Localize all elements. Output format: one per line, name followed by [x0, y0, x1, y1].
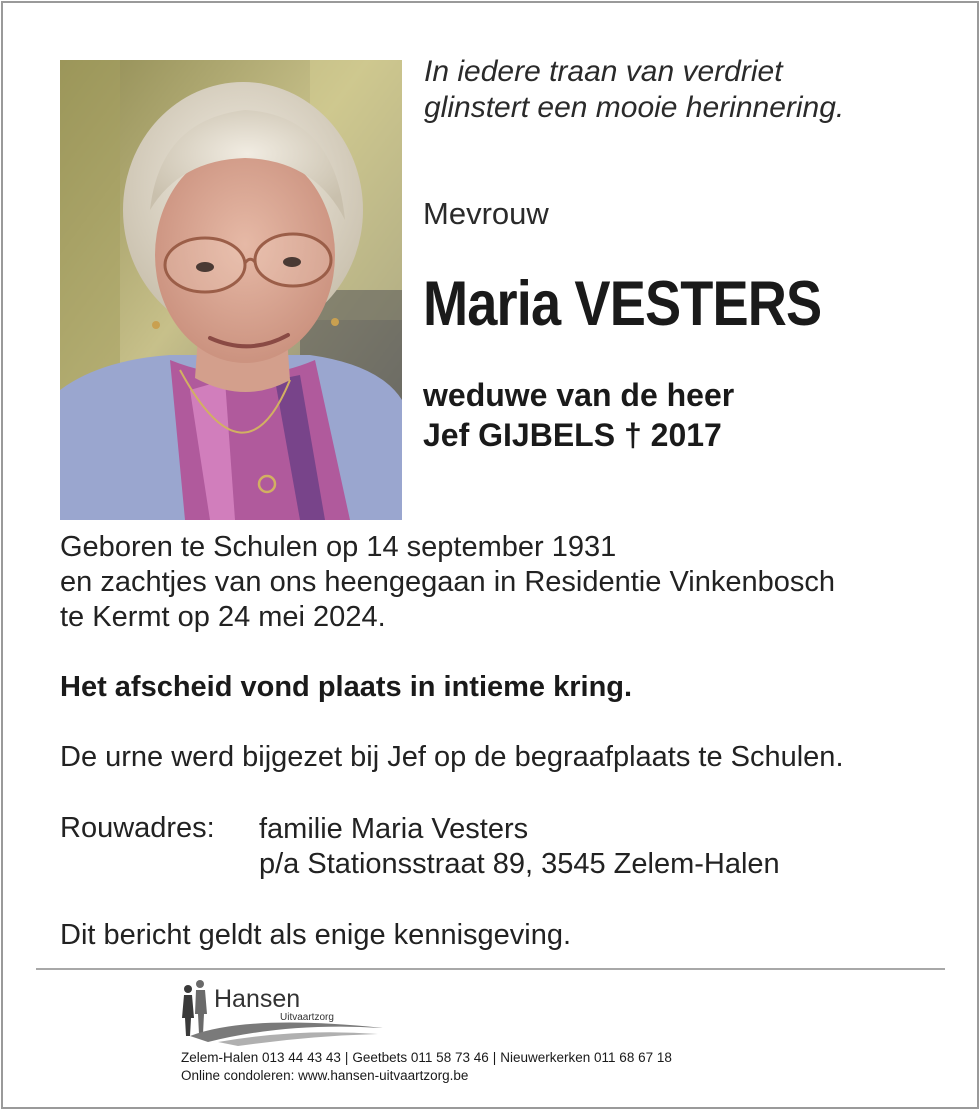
widow-of — [423, 375, 734, 455]
phone-geetbets: Geetbets 011 58 73 46 — [352, 1050, 489, 1065]
phone-list — [181, 1049, 672, 1067]
quote-line-2: glinstert een mooie herinnering. — [424, 91, 845, 124]
mourning-address — [259, 812, 780, 882]
phone-zelem-halen: Zelem-Halen 013 44 43 43 — [181, 1050, 341, 1065]
birth-death-details — [60, 530, 835, 635]
notice-statement: Dit bericht geldt als enige kennisgeving. — [60, 919, 572, 951]
birth-line-2: en zachtjes van ons heengegaan in Residentie Vinkenbosch — [60, 566, 835, 598]
portrait-photo — [60, 60, 402, 520]
phone-nieuwerkerken: Nieuwerkerken 011 68 67 18 — [500, 1050, 672, 1065]
funeral-home-contact — [181, 1049, 672, 1085]
deceased-name: Maria VESTERS — [423, 269, 822, 339]
birth-line-1: Geboren te Schulen op 14 september 1931 — [60, 531, 617, 563]
funeral-home-subtitle: Uitvaartzorg — [280, 1012, 334, 1023]
funeral-home-name: Hansen — [214, 985, 301, 1013]
online-condolences: Online condoleren: www.hansen-uitvaartzorg.be — [181, 1068, 469, 1083]
address-line-2: p/a Stationsstraat 89, 3545 Zelem-Halen — [259, 848, 780, 880]
separator: | — [492, 1050, 497, 1065]
separator: | — [344, 1050, 349, 1065]
divider — [36, 968, 945, 970]
deceased-title: Mevrouw — [423, 196, 549, 231]
birth-line-3: te Kermt op 24 mei 2024. — [60, 601, 386, 633]
widow-line-1: weduwe van de heer — [423, 377, 735, 413]
urn-statement: De urne werd bijgezet bij Jef op de begraafplaats te Schulen. — [60, 741, 844, 773]
widow-line-2: Jef GIJBELS † 2017 — [423, 417, 722, 453]
address-label: Rouwadres: — [60, 812, 215, 844]
quote-line-1: In iedere traan van verdriet — [424, 55, 783, 88]
farewell-statement: Het afscheid vond plaats in intieme kring. — [60, 671, 633, 703]
memorial-quote — [424, 54, 844, 126]
address-line-1: familie Maria Vesters — [259, 813, 529, 845]
portrait-illustration — [60, 60, 402, 520]
